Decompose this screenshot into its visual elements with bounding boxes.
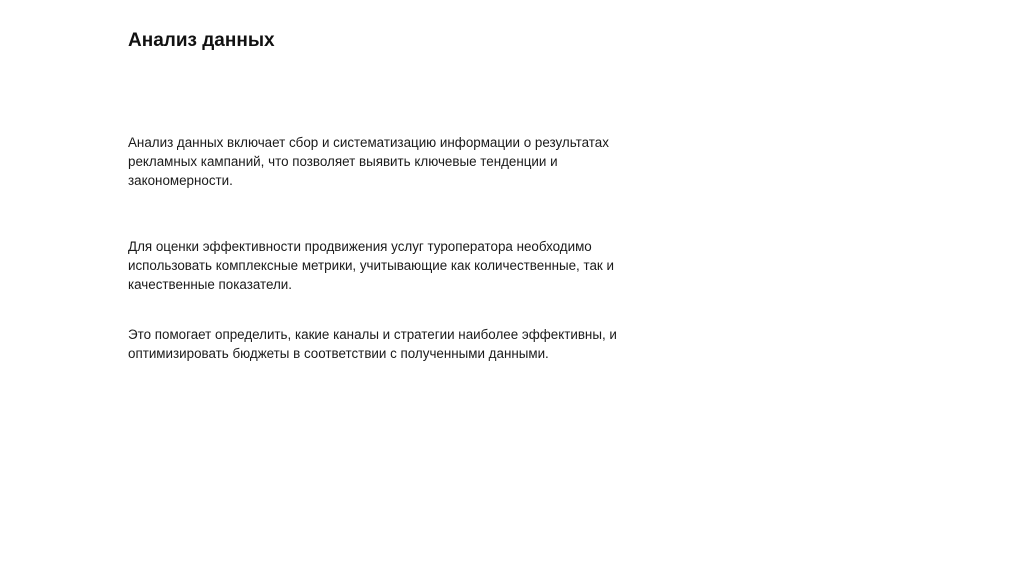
paragraph-line: закономерности.	[128, 173, 233, 188]
paragraph-line: качественные показатели.	[128, 277, 292, 292]
slide-title: Анализ данных	[128, 30, 275, 51]
paragraph-line: Для оценки эффективности продвижения услуг туроператора необходимо	[128, 239, 592, 254]
paragraph-metrics	[128, 237, 668, 294]
paragraph-line: использовать комплексные метрики, учитывающие как количественные, так и	[128, 258, 614, 273]
paragraph-optimization	[128, 325, 668, 363]
paragraph-line: Анализ данных включает сбор и систематизацию информации о результатах	[128, 135, 609, 150]
paragraph-data-analysis	[128, 133, 668, 190]
paragraph-line: рекламных кампаний, что позволяет выявить ключевые тенденции и	[128, 154, 558, 169]
paragraph-line: оптимизировать бюджеты в соответствии с полученными данными.	[128, 346, 549, 361]
paragraph-line: Это помогает определить, какие каналы и стратегии наиболее эффективны, и	[128, 327, 617, 342]
